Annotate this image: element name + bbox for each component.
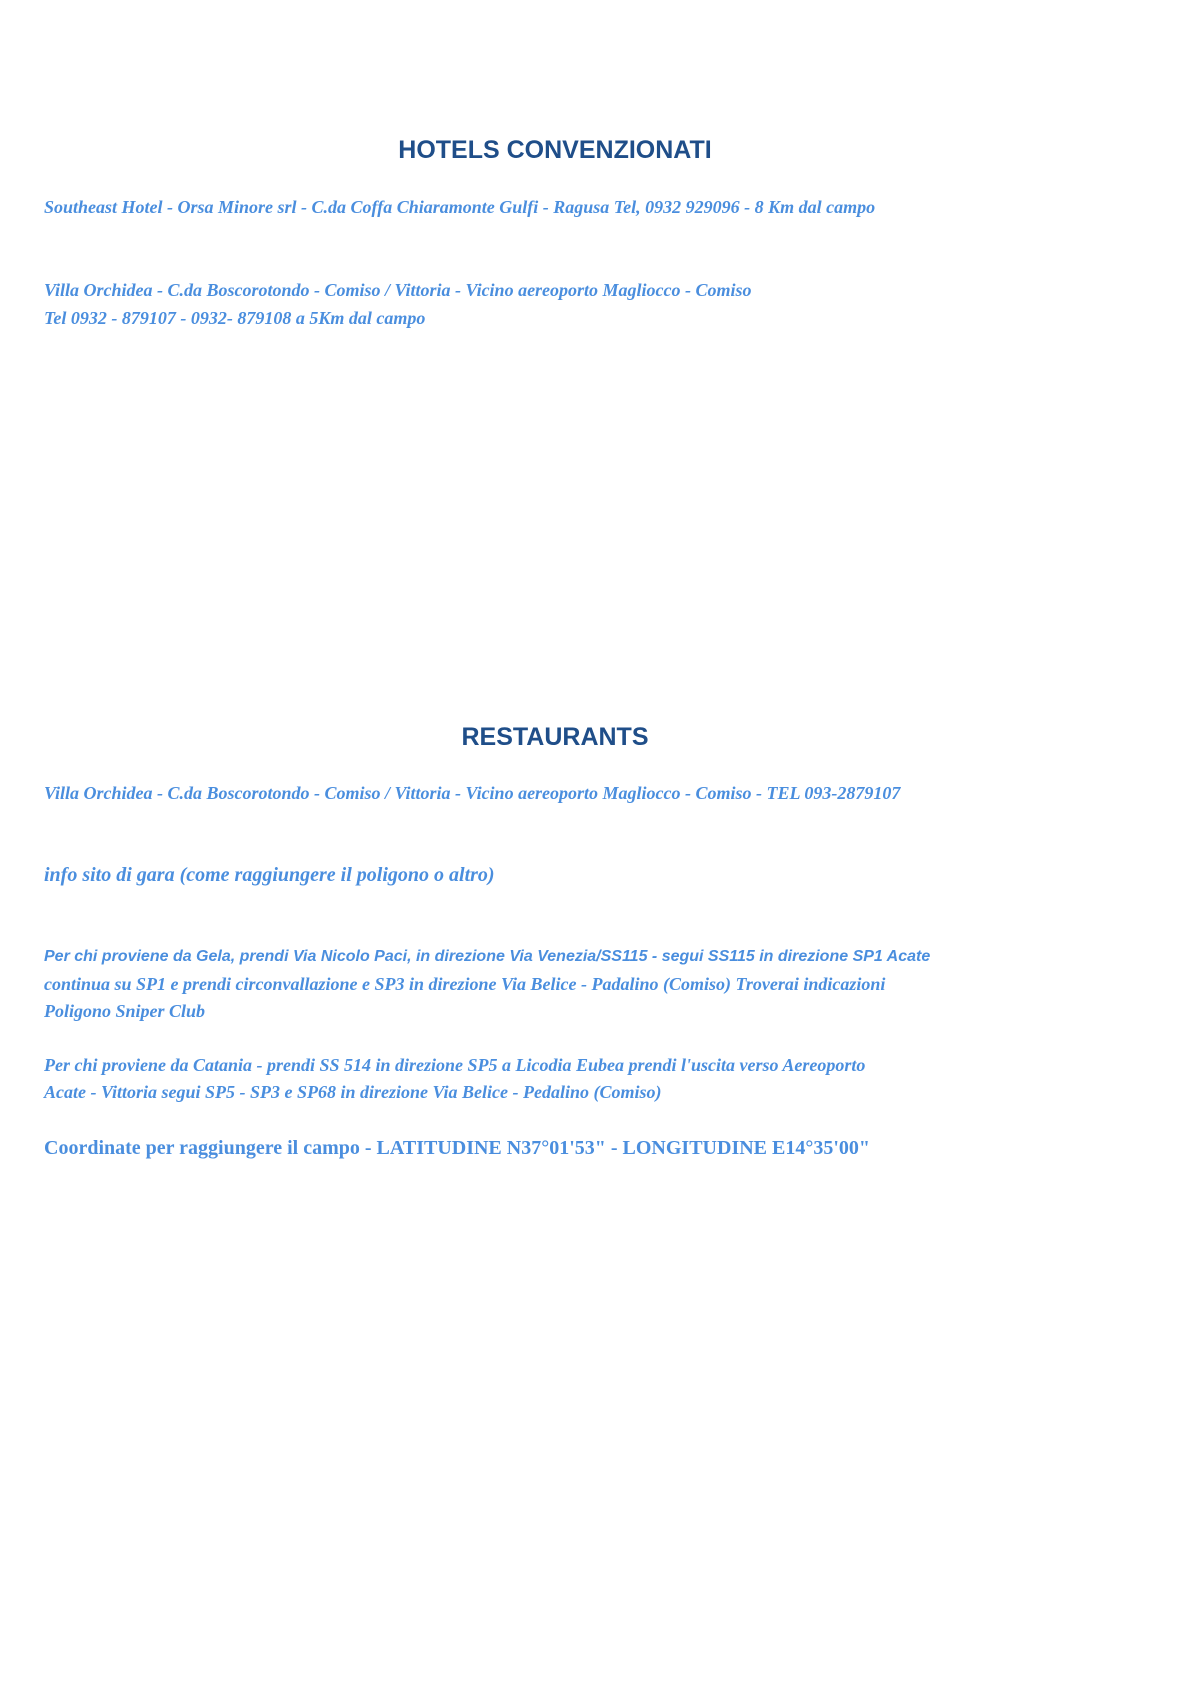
directions-catania-line2: Acate - Vittoria segui SP5 - SP3 e SP68 in direzione Via Belice - Pedalino (Comiso) [44,1082,662,1102]
directions-gela-line2: continua su SP1 e prendi circonvallazione e SP3 in direzione Via Belice - Padalino (Comiso) Troverai indicazioni [44,974,886,994]
directions-catania-line1: Per chi proviene da Catania - prendi SS 514 in direzione SP5 a Licodia Eubea prendi l'uscita verso Aereoporto [44,1055,866,1075]
hotel-entry-villa-orchidea: Villa Orchidea - C.da Boscorotondo - Comiso / Vittoria - Vicino aereoporto Magliocco - Comiso [44,280,752,300]
restaurant-entry-villa-orchidea: Villa Orchidea - C.da Boscorotondo - Comiso / Vittoria - Vicino aereoporto Magliocco - Comiso - TEL 093-2879107 [44,783,901,803]
hotel-entry-villa-orchidea-phone: Tel 0932 - 879107 - 0932- 879108 a 5Km dal campo [44,308,426,328]
directions-gela-line3: Poligono Sniper Club [44,1001,206,1021]
info-title: info sito di gara (come raggiungere il poligono o altro) [44,864,495,886]
restaurants-title: RESTAURANTS [461,723,649,751]
hotel-entry-southeast: Southeast Hotel - Orsa Minore srl - C.da Coffa Chiaramonte Gulfi - Ragusa Tel, 0932 929096 - 8 Km dal campo [44,197,876,217]
directions-gela-line1: Per chi proviene da Gela, prendi Via Nicolo Paci, in direzione Via Venezia/SS115 - segui SS115 in direzione SP1 Acate [44,948,931,965]
hotels-title: HOTELS CONVENZIONATI [398,136,712,164]
coordinates-text: Coordinate per raggiungere il campo - LATITUDINE N37°01'53" - LONGITUDINE E14°35'00" [44,1137,871,1159]
